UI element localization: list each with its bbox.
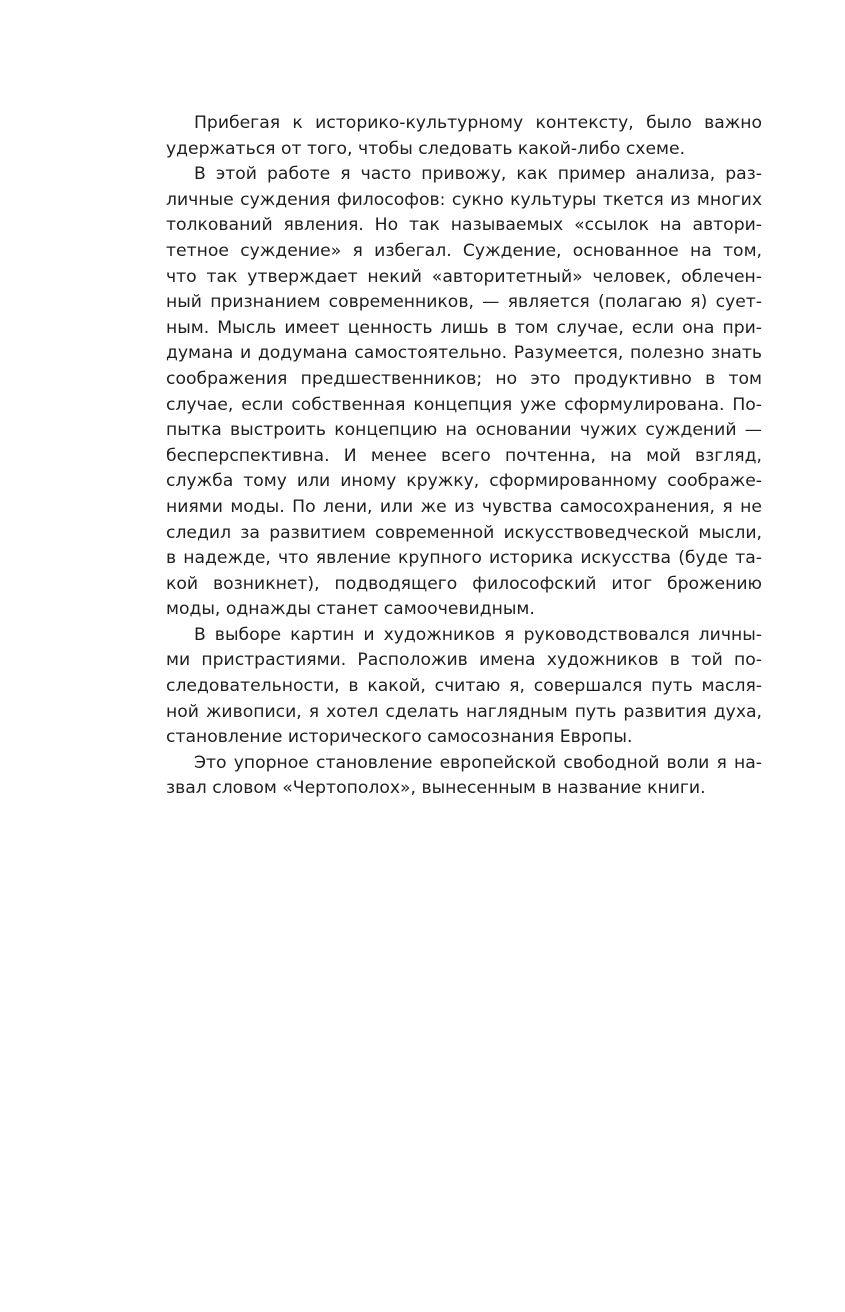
paragraph-3: [166, 623, 762, 751]
text-line: ми пристрастиями. Расположив имена художников в той по-: [166, 650, 762, 671]
text-line: Прибегая к историко-культурному контексту, было важно: [194, 113, 762, 133]
text-line: пытка выстроить концепцию на основании чужих суждений —: [166, 420, 762, 441]
text-line: толкований явления. Но так называемых «ссылок на автори-: [166, 215, 762, 236]
text-line: звал словом «Чертополох», вынесенным в название книги.: [166, 778, 706, 799]
text-line: что так утверждает некий «авторитетный» человек, облечен-: [166, 266, 762, 287]
text-line: личные суждения философов: сукно культуры ткется из многих: [166, 189, 762, 210]
text-line: следил за развитием современной искусствоведческой мысли,: [166, 522, 762, 543]
text-line: соображения предшественников; но это продуктивно в том: [166, 368, 762, 389]
text-line: случае, если собственная концепция уже сформулирована. По-: [166, 394, 762, 415]
text-line: думана и додумана самостоятельно. Разумеется, полезно знать: [166, 343, 762, 364]
text-line: бесперспективна. И менее всего почтенна, на мой взгляд,: [166, 445, 762, 466]
paragraph-1: [166, 111, 762, 162]
text-line: становление исторического самосознания Европы.: [166, 727, 633, 748]
paragraph-2: [166, 162, 762, 623]
text-line: кой возникнет), подводящего философский итог брожению: [166, 573, 762, 594]
text-line: Это упорное становление европейской свободной воли я на-: [194, 752, 762, 773]
text-line: служба тому или иному кружку, сформированному соображе-: [166, 471, 762, 492]
text-line: ным. Мысль имеет ценность лишь в том случае, если она при-: [166, 317, 762, 338]
text-line: удержаться от того, чтобы следовать какой-либо схеме.: [166, 138, 686, 159]
text-line: В этой работе я часто привожу, как пример анализа, раз-: [194, 164, 762, 185]
text-line: тетное суждение» я избегал. Суждение, основанное на том,: [166, 240, 762, 261]
text-line: ный признанием современников, — является (полагаю я) сует-: [166, 292, 762, 313]
body-text: [166, 111, 762, 802]
paragraph-4: [166, 751, 762, 802]
text-line: ной живописи, я хотел сделать наглядным путь развития духа,: [166, 701, 762, 722]
text-line: моды, однажды станет самоочевидным.: [166, 599, 535, 620]
text-line: следовательности, в какой, считаю я, совершался путь масля-: [166, 676, 762, 697]
text-line: В выборе картин и художников я руководствовался личны-: [194, 624, 762, 645]
text-line: в надежде, что явление крупного историка искусства (буде та-: [166, 548, 762, 569]
text-line: ниями моды. По лени, или же из чувства самосохранения, я не: [166, 496, 762, 517]
